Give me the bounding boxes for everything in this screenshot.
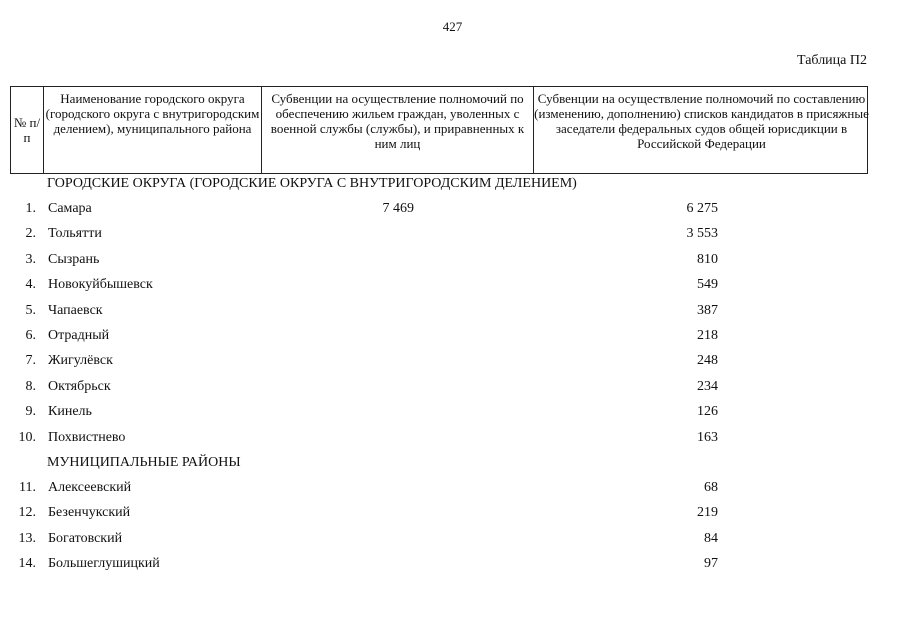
row-name: Кинель	[48, 404, 92, 420]
row-jurors-value: 3 553	[686, 226, 718, 242]
table-row	[0, 531, 905, 551]
table-row	[0, 505, 905, 525]
table-row	[0, 201, 905, 221]
table-row	[0, 328, 905, 348]
table-header	[10, 86, 868, 174]
row-name: Безенчукский	[48, 505, 131, 521]
row-name: Большеглушицкий	[48, 556, 160, 572]
row-jurors-value: 387	[697, 302, 718, 318]
row-number: 3.	[25, 251, 36, 267]
table-row	[0, 277, 905, 297]
row-number: 2.	[25, 226, 36, 242]
row-jurors-value: 234	[697, 378, 718, 394]
row-number: 5.	[25, 302, 36, 318]
header-col-jurors-subsidy: Субвенции на осуществление полномочий по составлению (изменению, дополнению) списков кандидатов в присяжные заседатели федеральных судов общей юрисдикции в Российской Федерации	[534, 91, 869, 151]
row-name: Жигулёвск	[48, 353, 113, 369]
row-number: 10.	[18, 429, 36, 445]
row-name: Алексеевский	[48, 480, 132, 495]
row-name: Отрадный	[48, 328, 110, 343]
table-label: Таблица П2	[797, 53, 867, 68]
header-col-housing-subsidy: Субвенции на осуществление полномочий по обеспечению жильем граждан, уволенных с военной службы (службы), и приравненных к ним лиц	[262, 87, 534, 173]
row-jurors-value: 163	[697, 429, 718, 445]
header-col-name: Наименование городского округа (городского округа с внутригородским делением), муниципального района	[44, 87, 262, 173]
row-jurors-value: 126	[697, 404, 718, 420]
row-name: Новокуйбышевск	[48, 277, 153, 293]
row-number: 12.	[18, 505, 36, 521]
page-number: 427	[442, 19, 463, 34]
header-col-number: № п/п	[11, 87, 44, 173]
row-jurors-value: 68	[704, 480, 718, 495]
row-jurors-value: 248	[697, 353, 718, 369]
table-row	[0, 252, 905, 272]
row-number: 13.	[18, 530, 36, 546]
row-number: 8.	[25, 378, 36, 394]
row-jurors-value: 218	[697, 328, 718, 343]
section-title: МУНИЦИПАЛЬНЫЕ РАЙОНЫ	[47, 455, 241, 470]
table-row	[0, 379, 905, 399]
table-row	[0, 430, 905, 450]
row-number: 1.	[25, 201, 36, 216]
row-jurors-value: 6 275	[686, 201, 718, 216]
row-name: Богатовский	[48, 530, 123, 546]
row-housing-value: 7 469	[382, 201, 414, 216]
row-number: 14.	[18, 556, 36, 572]
row-jurors-value: 84	[704, 530, 718, 546]
row-name: Похвистнево	[48, 429, 126, 445]
table-row	[0, 404, 905, 424]
row-jurors-value: 549	[697, 277, 718, 293]
row-jurors-value: 810	[697, 251, 718, 267]
row-number: 6.	[25, 328, 36, 343]
row-number: 4.	[25, 277, 36, 293]
table-row	[0, 303, 905, 323]
row-number: 7.	[25, 353, 36, 369]
table-row	[0, 226, 905, 246]
row-number: 9.	[25, 404, 36, 420]
section-title: ГОРОДСКИЕ ОКРУГА (ГОРОДСКИЕ ОКРУГА С ВНУТРИГОРОДСКИМ ДЕЛЕНИЕМ)	[47, 176, 577, 191]
row-jurors-value: 219	[697, 505, 718, 521]
row-name: Тольятти	[48, 226, 102, 242]
row-name: Чапаевск	[48, 302, 103, 318]
table-row	[0, 480, 905, 500]
row-name: Самара	[48, 201, 92, 216]
row-number: 11.	[19, 480, 36, 495]
row-name: Октябрьск	[48, 378, 111, 394]
row-jurors-value: 97	[704, 556, 718, 572]
row-name: Сызрань	[48, 251, 100, 267]
table-row	[0, 556, 905, 576]
table-row	[0, 353, 905, 373]
